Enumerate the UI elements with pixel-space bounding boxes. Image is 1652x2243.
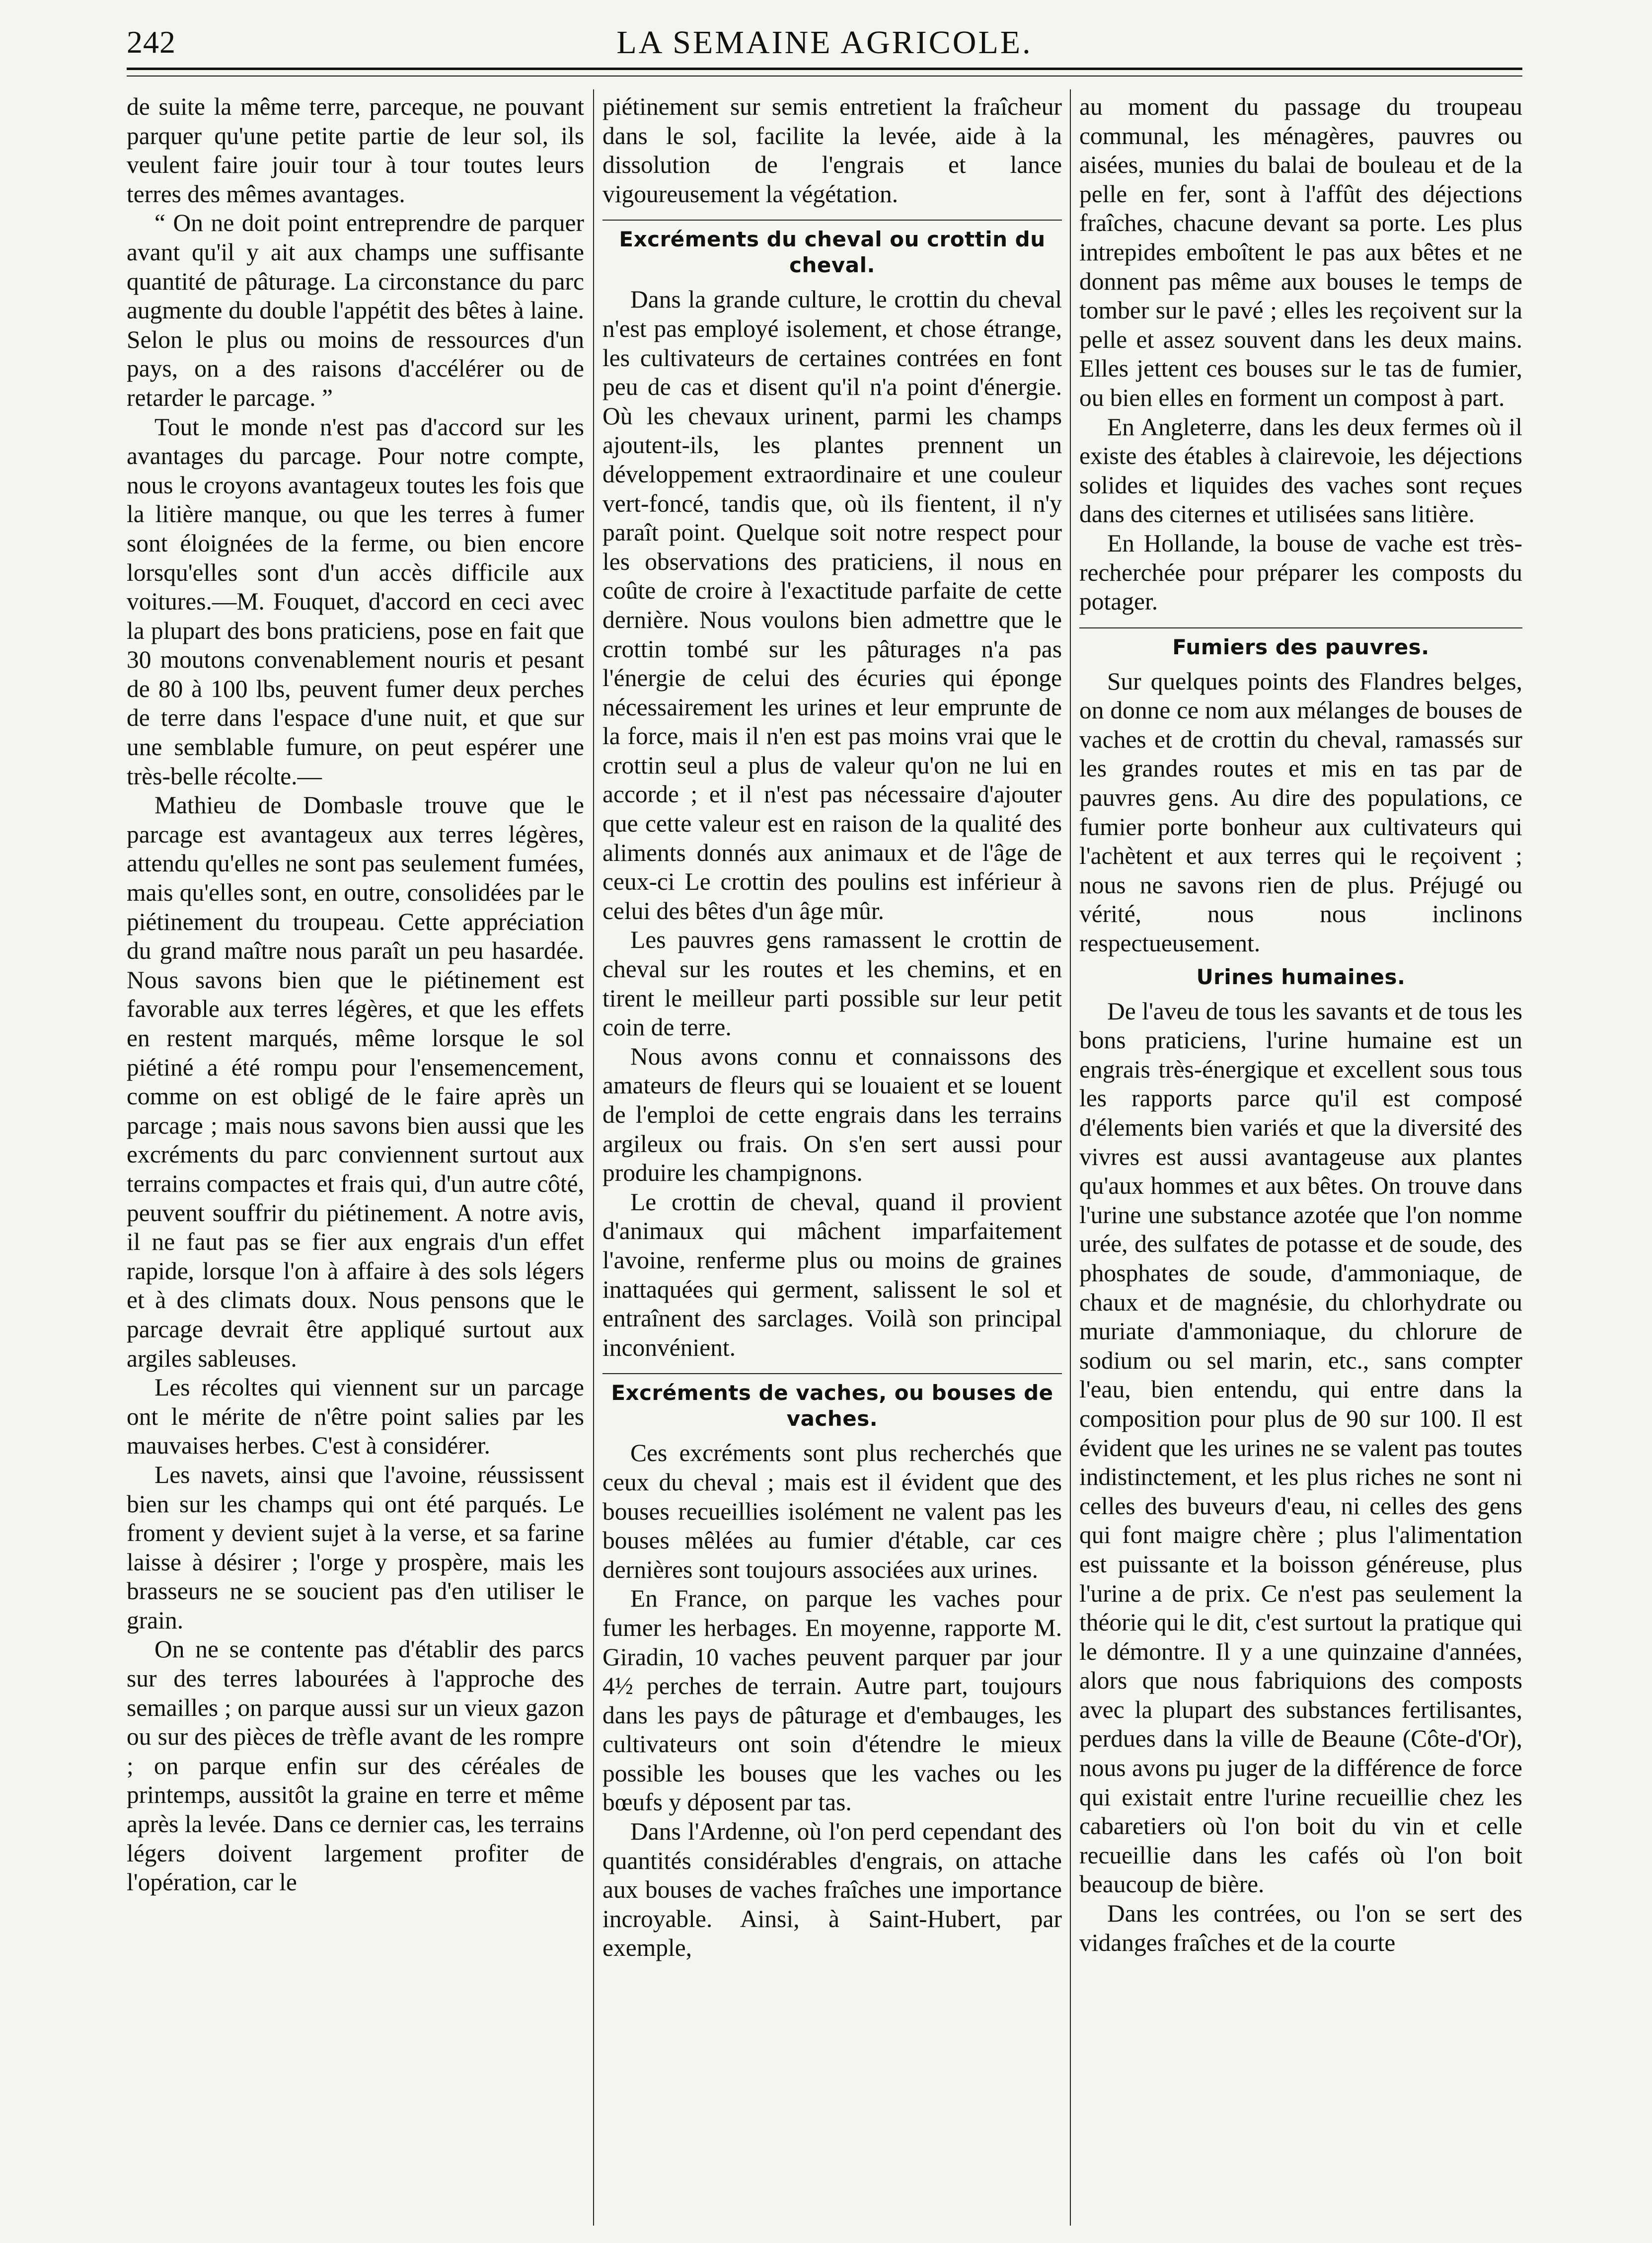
paragraph: Dans l'Ardenne, où l'on perd cependant des quantités considérables d'engrais, on attache aux bouses de vaches fraîches une importance incroyable. Ainsi, à Saint-Hubert, par exemple, <box>602 1818 1062 1962</box>
paragraph: En France, on parque les vaches pour fumer les herbages. En moyenne, rapporte M. Giradin, 10 vaches peuvent parquer par jour 4½ perches de terrain. Autre part, toujours dans les pays de pâturage et d'embauges, les cultivateurs ont soin d'étendre le mieux possible les bouses que les vaches ou les bœufs y déposent par tas. <box>602 1585 1062 1816</box>
column-divider-2 <box>1070 89 1071 2226</box>
section-heading: Excréments du cheval ou crottin du cheval. <box>619 227 1046 278</box>
section-heading: Fumiers des pauvres. <box>1172 634 1429 659</box>
section-divider <box>1079 627 1522 628</box>
paragraph: Les pauvres gens ramassent le crottin de cheval sur les routes et les chemins, et en tirent le meilleur parti possible sur leur petit coin de terre. <box>602 926 1062 1041</box>
column-1 <box>127 92 584 2219</box>
paragraph: Dans les contrées, ou l'on se sert des vidanges fraîches et de la courte <box>1079 1900 1522 1956</box>
paragraph: Les récoltes qui viennent sur un parcage ont le mérite de n'être point salies par les mauvaises herbes. C'est à considérer. <box>127 1374 584 1460</box>
section-heading: Excréments de vaches, ou bouses de vaches. <box>611 1381 1053 1431</box>
column-divider-1 <box>593 89 594 2226</box>
column-3 <box>1079 92 1522 2219</box>
header-rule-thin <box>127 76 1522 77</box>
paragraph: au moment du passage du troupeau communal, les ménagères, pauvres ou aisées, munies du balai de bouleau et de la pelle en fer, sont à l'affût des déjections fraîches, chacune devant sa porte. Les plus intrepides emboîtent le pas aux bêtes et ne donnent pas même aux bouses le temps de tomber sur le pavé ; elles les reçoivent sur la pelle et assez souvent dans les deux mains. Elles jettent ces bouses sur le tas de fumier, ou bien elles en forment un compost à part. <box>1079 93 1522 411</box>
page-header <box>127 24 1522 64</box>
paragraph: En Hollande, la bouse de vache est très-recherchée pour préparer les composts du potager. <box>1079 529 1522 616</box>
section-divider <box>602 1373 1062 1374</box>
running-title: LA SEMAINE AGRICOLE. <box>616 24 1033 61</box>
paragraph: Les navets, ainsi que l'avoine, réussissent bien sur les champs qui ont été parqués. Le froment y devient sujet à la verse, et sa farine laisse à désirer ; l'orge y prospère, mais les brasseurs ne se soucient pas d'en utiliser le grain. <box>127 1461 584 1634</box>
paragraph: de suite la même terre, parceque, ne pouvant parquer qu'une petite partie de leur sol, ils veulent faire jouir tour à tour toutes leurs terres des mêmes avantages. <box>127 93 584 208</box>
paragraph: Dans la grande culture, le crottin du cheval n'est pas employé isolement, et chose étrange, les cultivateurs de certaines contrées en font peu de cas et disent qu'il n'a point d'énergie. Où les chevaux urinent, parmi les champs ajoutent-ils, les plantes prennent un développement extraordinaire et une couleur vert-foncé, tandis que, où ils fientent, il n'y paraît point. Quelque soit notre respect pour les observations des praticiens, il nous en coûte de croire à l'exactitude parfaite de cette dernière. Nous voulons bien admettre que le crottin tombé sur les pâturages n'a pas l'énergie de celui des écuries qui éponge nécessairement les urines et leur emprunte de la force, mais il n'en est pas moins vrai que le crottin seul a plus de valeur qu'on ne lui en accorde ; et il n'est pas nécessaire d'ajouter que cette valeur est en raison de la qualité des aliments donnés aux animaux et de l'âge de ceux-ci Le crottin des poulins est inférieur à celui des bêtes d'un âge mûr. <box>602 286 1062 925</box>
paragraph: Tout le monde n'est pas d'accord sur les avantages du parcage. Pour notre compte, nous le croyons avantageux toutes les fois que la litière manque, ou que les terres à fumer sont éloignées de la ferme, ou bien encore lorsqu'elles sont d'un accès difficile aux voitures.—M. Fouquet, d'accord en ceci avec la plupart des bons praticiens, pose en fait que 30 moutons convenablement nouris et pesant de 80 à 100 lbs, peuvent fumer deux perches de terre dans l'espace d'une nuit, et que sur une semblable fumure, on peut espérer une très-belle récolte.— <box>127 413 584 790</box>
paragraph: piétinement sur semis entretient la fraîcheur dans le sol, facilite la levée, aide à la dissolution de l'engrais et lance vigoureusement la végétation. <box>602 93 1062 208</box>
paragraph: Nous avons connu et connaissons des amateurs de fleurs qui se louaient et se louent de l'emploi de cette engrais dans les terrains argileux ou frais. On s'en sert aussi pour produire les champignons. <box>602 1042 1062 1187</box>
paragraph: Mathieu de Dombasle trouve que le parcage est avantageux aux terres légères, attendu qu'elles ne sont pas seulement fumées, mais qu'elles sont, en outre, consolidées par le piétinement du troupeau. Cette appréciation du grand maître nous paraît un peu hasardée. Nous savons bien que le piétinement est favorable aux terres légères, et que les effets en restent marqués, même lorsque le sol piétiné a été rompu pour l'ensemencement, comme on est obligé de le faire après un parcage ; mais nous savons bien aussi que les excréments du parc conviennent surtout aux terrains compactes et frais qui, d'un autre côté, peuvent souffrir du piétinement. A notre avis, il ne faut pas se fier aux engrais d'un effet rapide, lorsque l'on à affaire à des sols légers et à des climats doux. Nous pensons que le parcage devrait être appliqué surtout aux argiles sableuses. <box>127 791 584 1372</box>
paragraph: “ On ne doit point entreprendre de parquer avant qu'il y ait aux champs une suffisante quantité de pâturage. La circonstance du parc augmente du double l'appétit des bêtes à laine. Selon le plus ou moins de ressources d'un pays, on a des raisons d'accélérer ou de retarder le parcage. ” <box>127 209 584 411</box>
paragraph: Ces excréments sont plus recherchés que ceux du cheval ; mais est il évident que des bouses recueillies isolément ne valent pas les bouses mêlées au fumier d'étable, car ces dernières sont toujours associées aux urines. <box>602 1439 1062 1583</box>
paragraph: Sur quelques points des Flandres belges, on donne ce nom aux mélanges de bouses de vaches et de crottin du cheval, ramassés sur les grandes routes et mis en tas par de pauvres gens. Au dire des populations, ce fumier porte bonheur aux cultivateurs qui l'achètent et aux terres qui le reçoivent ; nous ne savons rien de plus. Préjugé ou vérité, nous nous inclinons respectueusement. <box>1079 667 1522 957</box>
section-divider <box>602 220 1062 221</box>
paragraph: En Angleterre, dans les deux fermes où il existe des étables à clairevoie, les déjections solides et liquides des vaches sont reçues dans des citernes et utilisées sans litière. <box>1079 413 1522 528</box>
paragraph: De l'aveu de tous les savants et de tous les bons praticiens, l'urine humaine est un engrais très-énergique et excellent sous tous les rapports parce qu'il est composé d'élements bien variés et que la diversité des vivres est aussi avantageuse aux plantes qu'aux hommes et aux bêtes. On trouve dans l'urine une substance azotée que l'on nomme urée, des sulfates de potasse et de soude, des phosphates de soude, d'ammoniaque, de chaux et de magnésie, du chlorhydrate ou muriate d'ammoniaque, du chlorure de sodium ou sel marin, etc., sans compter l'eau, bien entendu, qui entre dans la composition pour plus de 90 sur 100. Il est évident que les urines ne se valent pas toutes indistinctement, et les plus riches ne sont ni celles des buveurs d'eau, ni celles des gens qui font maigre chère ; plus l'alimentation est puissante et la boisson généreuse, plus l'urine a de prix. Ce n'est pas seulement la théorie qui le dit, c'est surtout la pratique qui le démontre. Il y a une quinzaine d'années, alors que nous fabriquions des composts avec la plupart des substances fertilisantes, perdues dans la ville de Beaune (Côte-d'Or), nous avons pu juger de la différence de force qui existait entre l'urine recueillie chez les cabaretiers où l'on boit du vin et celle recueillie dans les cafés où l'on boit beaucoup de bière. <box>1079 997 1522 1898</box>
header-rule-thick <box>127 68 1522 70</box>
paragraph: On ne se contente pas d'établir des parcs sur des terres labourées à l'approche des semailles ; on parque aussi sur un vieux gazon ou sur des pièces de trèfle avant de les rompre ; on parque enfin sur des céréales de printemps, aussitôt la graine en terre et même après la levée. Dans ce dernier cas, les terrains légers doivent largement profiter de l'opération, car le <box>127 1635 584 1896</box>
column-2 <box>602 92 1062 2219</box>
page-number: 242 <box>127 24 176 60</box>
section-heading: Urines humaines. <box>1196 964 1406 989</box>
paragraph: Le crottin de cheval, quand il provient d'animaux qui mâchent imparfaitement l'avoine, renferme plus ou moins de graines inattaquées qui germent, salissent le sol et entraînent des sarclages. Voilà son principal inconvénient. <box>602 1188 1062 1361</box>
